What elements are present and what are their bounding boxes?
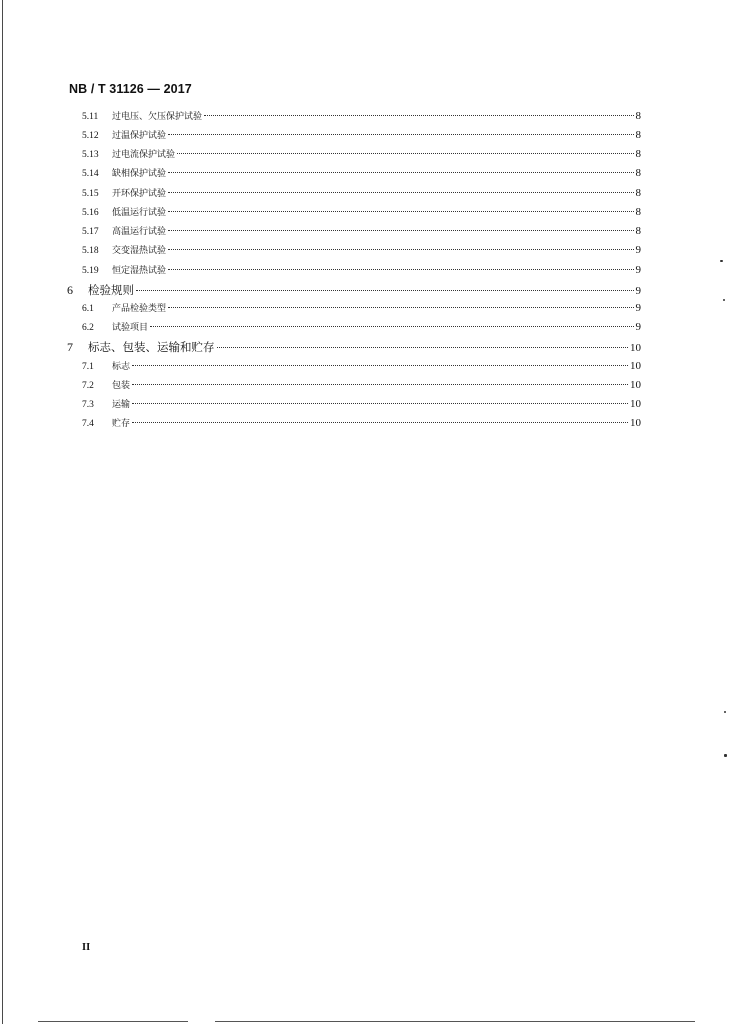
scan-speck [724,711,726,713]
toc-number: 7.2 [82,381,94,391]
toc-title: 开环保护试验 [112,189,167,199]
toc-entry-5-14[interactable] [82,166,641,182]
toc-entry-7-2[interactable] [82,378,641,394]
dot-leader [177,153,633,154]
standard-code-header: NB / T 31126 — 2017 [69,82,192,96]
toc-number: 7.3 [82,400,94,410]
toc-entry-5-17[interactable] [82,224,641,240]
toc-title: 缺相保护试验 [112,169,167,179]
toc-entry-6[interactable] [67,282,641,298]
toc-entry-5-18[interactable] [82,243,641,259]
toc-title: 标志 [112,362,131,372]
toc-title: 过电压、欠压保护试验 [112,112,203,122]
toc-entry-5-13[interactable] [82,147,641,163]
dot-leader [168,269,633,270]
toc-entry-7-3[interactable] [82,397,641,413]
dot-leader [132,403,628,404]
toc-entry-5-12[interactable] [82,128,641,144]
dot-leader [217,347,629,348]
toc-title: 标志、包装、运输和贮存 [88,340,215,354]
toc-entry-7-4[interactable] [82,416,641,432]
scan-speck [720,260,723,262]
toc-number: 5.14 [82,169,99,179]
dot-leader [168,134,633,135]
toc-page-number: 8 [635,206,641,218]
toc-page-number: 9 [635,244,641,256]
toc-page-number: 10 [630,342,641,354]
toc-page-number: 10 [630,417,641,429]
toc-page-number: 8 [635,129,641,141]
toc-title: 贮存 [112,419,131,429]
scan-edge-line [215,1021,695,1022]
toc-number: 7 [67,340,73,354]
toc-title: 交变湿热试验 [112,246,167,256]
toc-entry-5-15[interactable] [82,186,641,202]
dot-leader [132,384,628,385]
toc-number: 5.17 [82,227,99,237]
dot-leader [150,326,633,327]
toc-number: 5.15 [82,189,99,199]
toc-title: 高温运行试验 [112,227,167,237]
toc-title: 运输 [112,400,131,410]
scan-speck [724,754,727,757]
scan-speck [723,299,725,301]
toc-title: 产品检验类型 [112,304,167,314]
toc-title: 试验项目 [112,323,149,333]
toc-page-number: 10 [630,360,641,372]
dot-leader [132,422,628,423]
toc-page-number: 8 [635,167,641,179]
toc-page-number: 8 [635,110,641,122]
dot-leader [168,192,633,193]
toc-number: 6.2 [82,323,94,333]
toc-page-number: 10 [630,379,641,391]
dot-leader [168,211,633,212]
dot-leader [132,365,628,366]
toc-entry-6-1[interactable] [82,301,641,317]
toc-entry-5-11[interactable] [82,109,641,125]
toc-title: 过电流保护试验 [112,150,176,160]
toc-number: 6.1 [82,304,94,314]
dot-leader [168,307,633,308]
toc-number: 6 [67,283,73,297]
toc-title: 包装 [112,381,131,391]
toc-number: 7.4 [82,419,94,429]
toc-number: 5.19 [82,266,99,276]
dot-leader [168,249,633,250]
dot-leader [168,230,633,231]
toc-number: 7.1 [82,362,94,372]
toc-title: 低温运行试验 [112,208,167,218]
toc-entry-5-19[interactable] [82,263,641,279]
toc-page-number: 8 [635,187,641,199]
toc-page-number: 10 [630,398,641,410]
toc-number: 5.12 [82,131,99,141]
dot-leader [168,172,633,173]
toc-page-number: 9 [635,264,641,276]
toc-entry-7-1[interactable] [82,359,641,375]
toc-entry-5-16[interactable] [82,205,641,221]
toc-title: 过温保护试验 [112,131,167,141]
toc-title: 恒定湿热试验 [112,266,167,276]
toc-number: 5.18 [82,246,99,256]
dot-leader [204,115,633,116]
toc-page-number: 9 [635,302,641,314]
page-number-footer: II [82,942,91,953]
toc-number: 5.13 [82,150,99,160]
scan-edge-line [38,1021,188,1022]
toc-page-number: 9 [635,321,641,333]
dot-leader [136,290,634,291]
toc-page-number: 9 [635,285,641,297]
toc-page-number: 8 [635,225,641,237]
toc-number: 5.16 [82,208,99,218]
toc-entry-7[interactable] [67,339,641,355]
toc-page-number: 8 [635,148,641,160]
toc-title: 检验规则 [88,283,134,297]
toc-number: 5.11 [82,112,99,122]
toc-entry-6-2[interactable] [82,320,641,336]
